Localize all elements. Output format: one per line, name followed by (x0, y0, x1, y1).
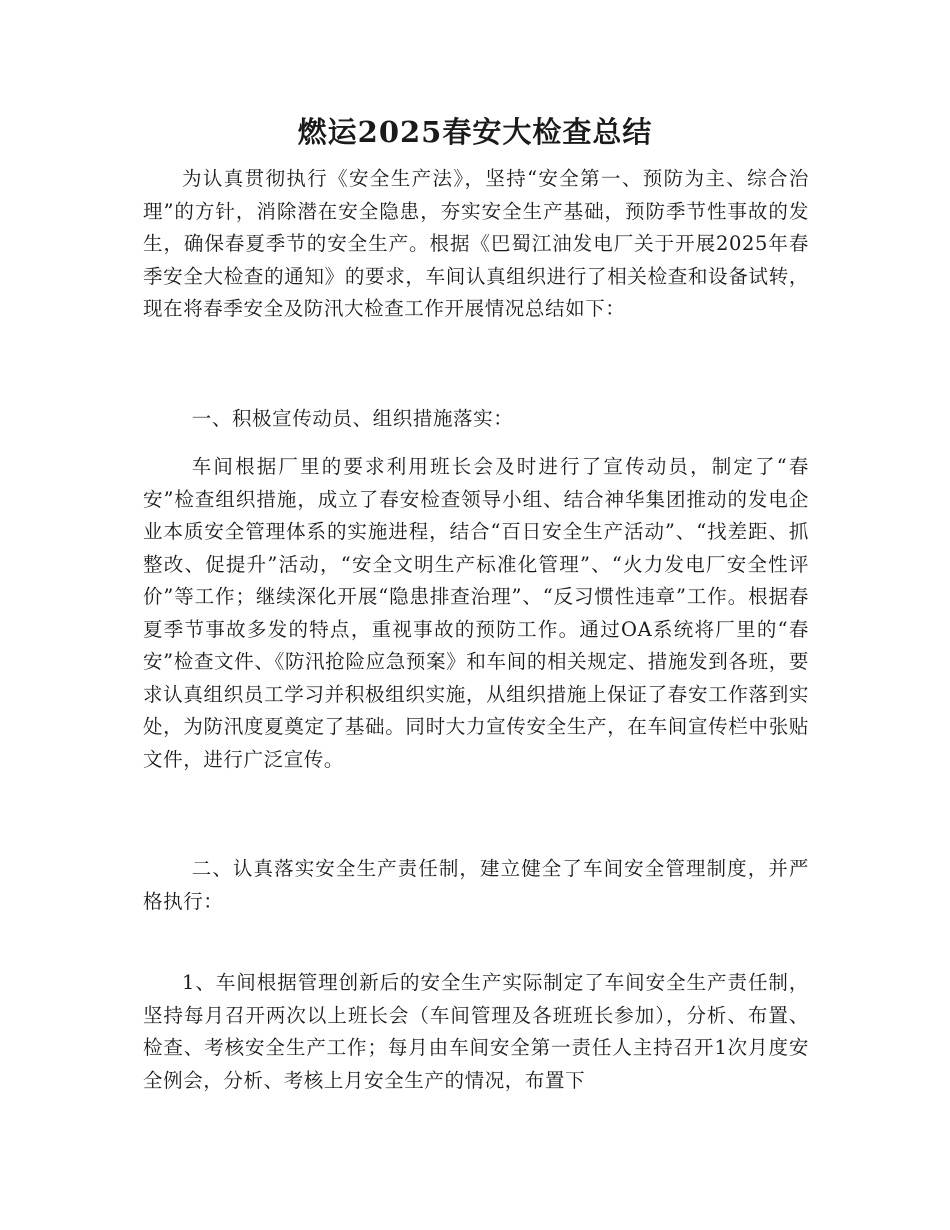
document-title: 燃运2025春安大检查总结 (297, 115, 653, 149)
section-heading-2: 二、认真落实安全生产责任制，建立健全了车间安全管理制度，并严格执行： (143, 857, 809, 913)
intro-paragraph: 为认真贯彻执行《安全生产法》，坚持“安全第一、预防为主、综合治理”的方针，消除潜在安全隐患，夯实安全生产基础，预防季节性事故的发生，确保春夏季节的安全生产。根据《巴蜀江油发电厂关于开展2025年春季安全大检查的通知》的要求，车间认真组织进行了相关检查和设备试转，现在将春季安全及防汛大检查工作开展情况总结如下： (143, 167, 809, 320)
section-1-paragraph: 车间根据厂里的要求利用班长会及时进行了宣传动员，制定了“春安”检查组织措施，成立了春安检查领导小组、结合神华集团推动的发电企业本质安全管理体系的实施进程，结合“百日安全生产活动”、“找差距、抓整改、促提升”活动，“安全文明生产标准化管理”、“火力发电厂安全性评价”等工作；继续深化开展“隐患排查治理”、“反习惯性违章”工作。根据春夏季节事故多发的特点，重视事故的预防工作。通过OA系统将厂里的“春安”检查文件、《防汛抢险应急预案》和车间的相关规定、措施发到各班，要求认真组织员工学习并积极组织实施，从组织措施上保证了春安工作落到实处，为防汛度夏奠定了基础。同时大力宣传安全生产，在车间宣传栏中张贴文件，进行广泛宣传。 (143, 455, 809, 771)
section-heading-1: 一、积极宣传动员、组织措施落实： (191, 407, 514, 430)
section-2-item-1: 1、车间根据管理创新后的安全生产实际制定了车间安全生产责任制，坚持每月召开两次以上班长会（车间管理及各班班长参加），分析、布置、检查、考核安全生产工作；每月由车间安全第一责任人主持召开1次月度安全例会，分析、考核上月安全生产的情况，布置下 (143, 971, 809, 1092)
